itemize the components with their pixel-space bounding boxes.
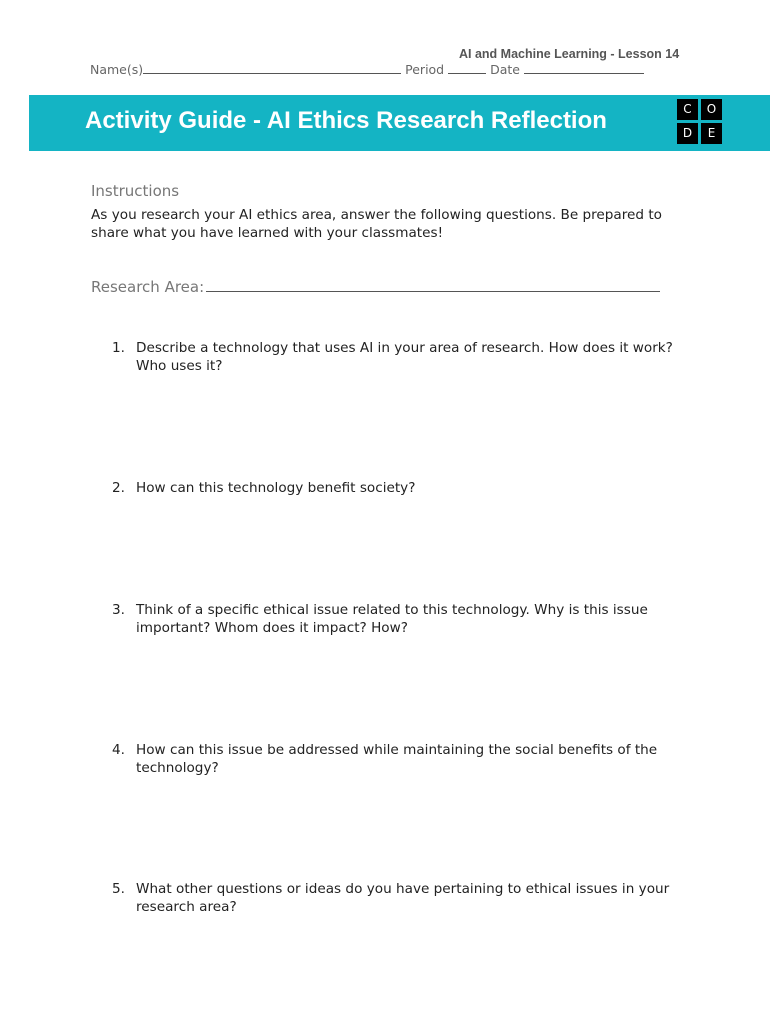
question-3 (112, 601, 682, 637)
research-area-line (91, 278, 660, 296)
name-period-date-line (90, 62, 690, 77)
instructions-body: As you research your AI ethics area, answer the following questions. Be prepared to share what you have learned with your classmates! (91, 207, 663, 241)
question-text: Think of a specific ethical issue related to this technology. Why is this issue important? Whom does it impact? How? (136, 602, 648, 636)
question-text: What other questions or ideas do you have pertaining to ethical issues in your research area? (136, 881, 670, 915)
research-area-blank[interactable] (206, 279, 660, 292)
logo-letter-c: C (677, 99, 698, 120)
name-blank[interactable] (143, 63, 401, 74)
question-number: 1. (112, 340, 125, 356)
period-label: Period (405, 62, 445, 77)
date-label: Date (490, 62, 520, 77)
question-number: 5. (112, 881, 125, 897)
question-text: How can this technology benefit society? (136, 480, 416, 496)
question-number: 3. (112, 602, 125, 618)
instructions-heading: Instructions (91, 182, 180, 200)
question-number: 4. (112, 742, 125, 758)
question-number: 2. (112, 480, 125, 496)
logo-letter-e: E (701, 123, 722, 144)
question-text: Describe a technology that uses AI in your area of research. How does it work? Who uses it? (136, 340, 673, 374)
question-2 (112, 479, 682, 497)
lesson-label: AI and Machine Learning - Lesson 14 (459, 47, 680, 61)
question-4 (112, 741, 682, 777)
logo-letter-o: O (701, 99, 722, 120)
question-1 (112, 339, 682, 375)
page-title: Activity Guide - AI Ethics Research Reflection (85, 107, 607, 134)
period-blank[interactable] (448, 63, 486, 74)
code-logo (677, 99, 723, 145)
research-area-label: Research Area: (91, 278, 205, 296)
date-blank[interactable] (524, 63, 644, 74)
question-5 (112, 880, 682, 916)
logo-letter-d: D (677, 123, 698, 144)
question-text: How can this issue be addressed while maintaining the social benefits of the technology? (136, 742, 658, 776)
title-banner (29, 95, 770, 151)
name-label: Name(s) (90, 62, 144, 77)
